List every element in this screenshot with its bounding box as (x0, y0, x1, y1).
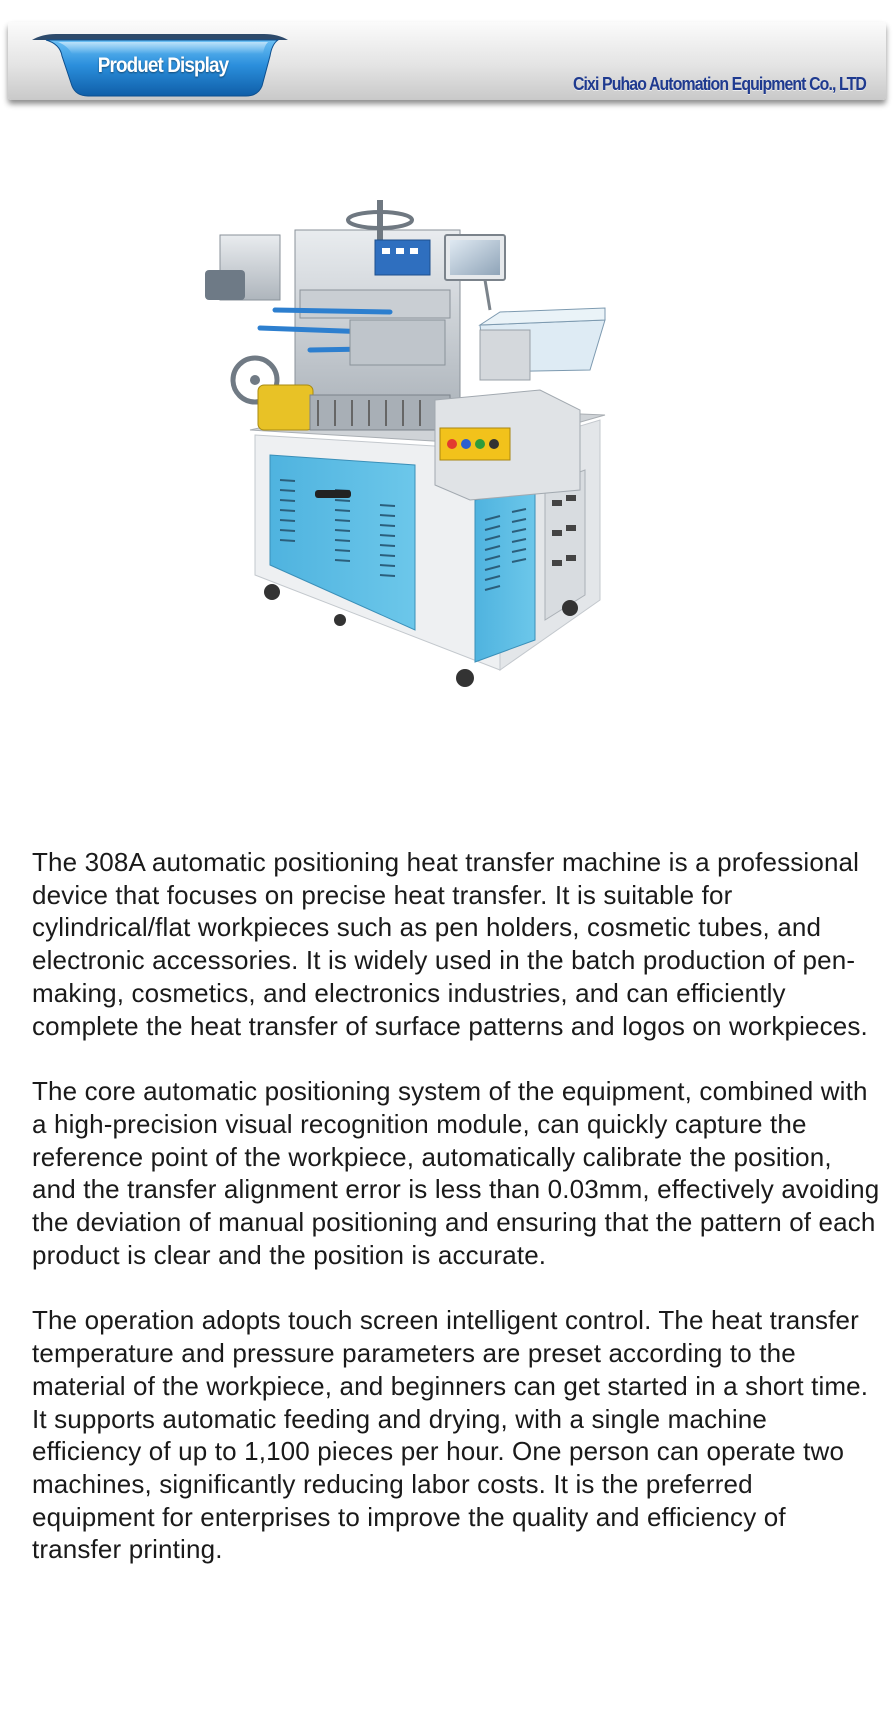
description-paragraph-3: The operation adopts touch screen intelligent control. The heat transfer temperature and pressure parameters are preset according to the material of the workpiece, and beginners can get started in a short time. It supports automatic feeding and drying, with a single machine efficiency of up to 1,100 pieces per hour. One person can operate two machines, significantly reducing labor costs. It is the preferred equipment for enterprises to improve the quality and efficiency of transfer printing. (32, 1305, 869, 1565)
company-name: Cixi Puhao Automation Equipment Co., LTD (572, 74, 866, 94)
product-description (32, 846, 880, 1599)
description-paragraph-2: The core automatic positioning system of the equipment, combined with a high-precision visual recognition module, can quickly capture the reference point of the workpiece, automatically calibrate the position, and the transfer alignment error is less than 0.03mm, effectively avoiding the deviation of manual positioning and ensuring that the pattern of each product is clear and the position is accurate. (32, 1076, 880, 1270)
header-banner (8, 22, 886, 100)
machine-illustration-icon (200, 200, 670, 750)
tab-label: Produet Display (97, 54, 229, 77)
description-paragraph-1: The 308A automatic positioning heat transfer machine is a professional device that focuses on precise heat transfer. It is suitable for cylindrical/flat workpieces such as pen holders, cosmetic tubes, and electronic accessories. It is widely used in the batch production of pen-making, cosmetics, and electronics industries, and can efficiently complete the heat transfer of surface patterns and logos on workpieces. (32, 847, 868, 1041)
product-image (200, 200, 670, 750)
product-display-tab (32, 34, 296, 104)
